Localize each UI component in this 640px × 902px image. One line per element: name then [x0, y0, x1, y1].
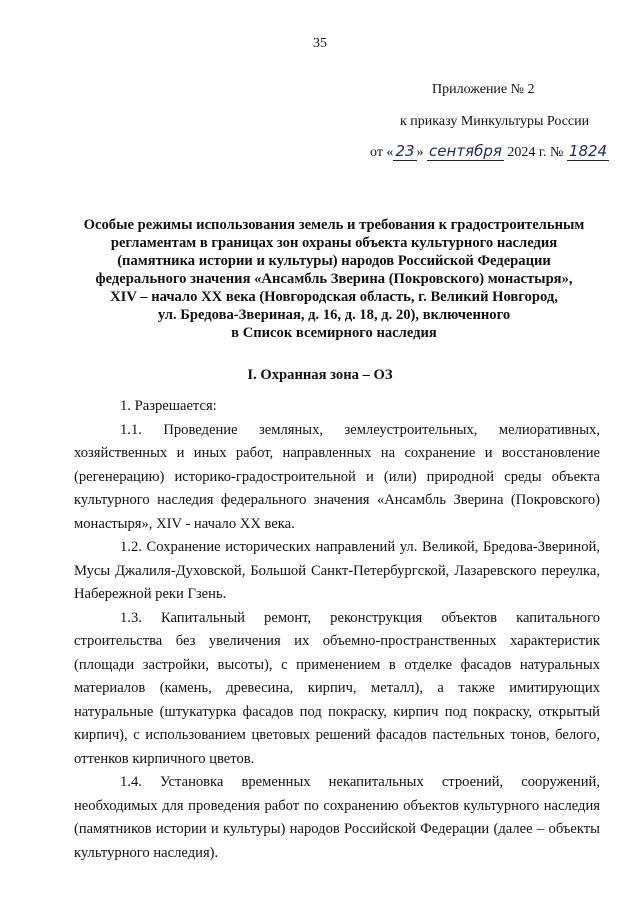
date-month: сентября	[429, 142, 502, 160]
paragraph-1-1: 1.1. Проведение земляных, землеустроительных, мелиоративных, хозяйственных и иных работ, направленных на сохранение и восстановление (регенерацию) историко-градостроительной и (или) природной среды объекта культурного наследия федерального значения «Ансамбль Зверина (Покровского) монастыря», XIV - начало XX века.	[74, 421, 600, 532]
date-day: 23	[395, 142, 415, 160]
order-number: 1824	[568, 142, 608, 160]
page-number: 35	[313, 36, 327, 51]
section-heading: I. Охранная зона – ОЗ	[247, 367, 393, 383]
title-line: Особые режимы использования земель и требования к градостроительным	[83, 217, 585, 233]
appendix-title: Приложение № 2	[432, 82, 535, 97]
title-line: ул. Бредова-Звериная, д. 16, д. 18, д. 20), включенного	[157, 307, 511, 323]
title-line: (памятника истории и культуры) народов Российской Федерации	[117, 253, 551, 269]
date-year: 2024 г. №	[507, 145, 564, 160]
appendix-date	[370, 142, 609, 161]
document-title	[68, 216, 600, 342]
document-body	[74, 395, 600, 865]
title-line: XIV – начало XX века (Новгородская область, г. Великий Новгород,	[110, 289, 558, 305]
paragraph-1-3: 1.3. Капитальный ремонт, реконструкция объектов капитального строительства без увеличения их объемно-пространственных характеристик (площади застройки, высоты), с применением в отделке фасадов натуральных материалов (камень, древесина, кирпич, металл), а также имитирующих натуральные (штукатурка фасадов под покраску, кирпич под покраску, открытый кирпич), с использованием цветовых решений фасадов пастельных тонов, белого, оттенков кирпичного цветов.	[74, 609, 600, 767]
title-line: регламентам в границах зон охраны объекта культурного наследия	[110, 235, 558, 251]
title-line: в Список всемирного наследия	[231, 325, 437, 341]
title-line: федерального значения «Ансамбль Зверина (Покровского) монастыря»,	[95, 271, 573, 287]
paragraph-1-2: 1.2. Сохранение исторических направлений ул. Великой, Бредова-Звериной, Мусы Джалиля-Духовской, Большой Санкт-Петербургской, Лазаревского переулка, Набережной реки Гзень.	[74, 539, 600, 602]
date-mid: »	[416, 145, 424, 160]
paragraph-1-4: 1.4. Установка временных некапитальных строений, сооружений, необходимых для проведения работ по сохранению объектов культурного наследия (памятников истории и культуры) народов Российской Федерации (далее – объекты культурного наследия).	[74, 774, 600, 861]
date-prefix: от «	[370, 145, 394, 160]
paragraph-allowed: 1. Разрешается:	[120, 398, 217, 414]
appendix-order: к приказу Минкультуры России	[400, 114, 590, 129]
